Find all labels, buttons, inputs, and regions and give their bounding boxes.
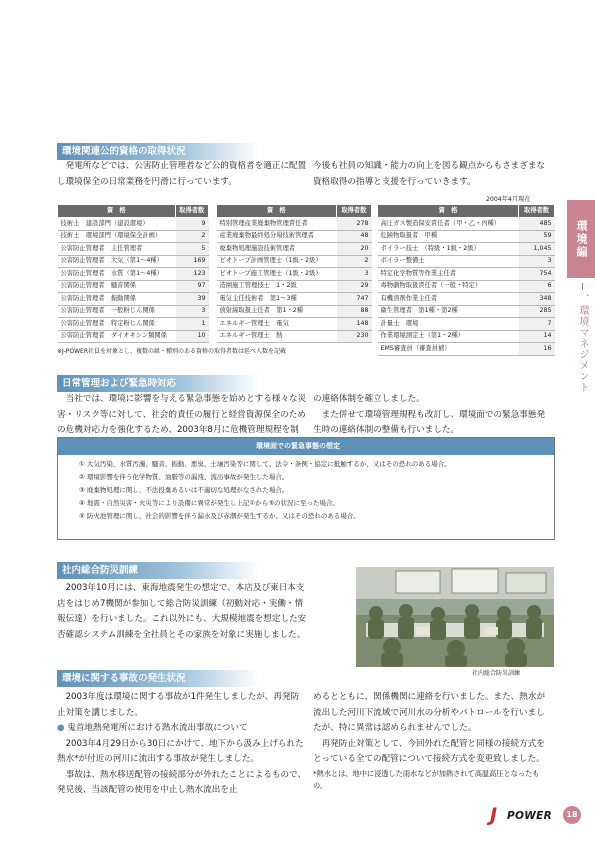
table-row <box>58 318 209 331</box>
table-row <box>58 280 209 293</box>
table-row <box>58 305 209 318</box>
qualification-name: 特別管理産業廃棄物管理責任者 <box>217 218 337 231</box>
qualification-name: 公害防止管理者 大気（第1〜4種） <box>58 255 176 268</box>
qualification-count: 2 <box>336 255 371 268</box>
section-title-accident: 環境に関する事故の発生状況 <box>57 670 259 687</box>
drill-para: 2003年10月には、東海地震発生の想定で、本店及び東日本支店をはじめ7機関が参加して総合防災訓練（初動対応・実働・情報伝達）を行いました。これ以外にも、大規模地震を想定した安否確認システム訓練を全社員とその家族を対象に実施しました。 <box>57 583 307 640</box>
drill-photo <box>356 567 554 667</box>
qualification-name: 毒物劇物取扱責任者（一般・特定） <box>378 280 519 293</box>
qualification-name: ビオトープ計画管理士（1級・2級） <box>217 255 337 268</box>
section-title-qualification: 環境関連公的資格の取得状況 <box>57 143 259 160</box>
table-row <box>217 305 372 318</box>
qualification-name: 公害防止管理者 騒音関係 <box>58 280 176 293</box>
qualification-count: 485 <box>519 218 555 231</box>
table-header-name: 資 格 <box>378 205 519 218</box>
bullet-icon: ● <box>57 723 65 733</box>
table-row <box>378 268 555 281</box>
logo-power: POWER <box>507 810 552 822</box>
qualification-count: 3 <box>175 305 208 318</box>
table-row <box>378 318 555 331</box>
qualification-name: ビオトープ施工管理士（1級・2級） <box>217 268 337 281</box>
qualification-name: エネルギー管理士 電気 <box>217 318 337 331</box>
qualification-count: 39 <box>175 293 208 306</box>
qualification-name: 公害防止管理者 振動関係 <box>58 293 176 306</box>
qualification-count: 3 <box>336 268 371 281</box>
table-row <box>378 343 555 356</box>
qualification-name: 公害防止管理者 水質（第1〜4種） <box>58 268 176 281</box>
qualification-name: 衛生管理者 第1種・第2種 <box>378 305 519 318</box>
qualification-count: 29 <box>336 280 371 293</box>
qualification-name: 公害防止管理者 主任管理者 <box>58 243 176 256</box>
scenario-list <box>58 455 554 523</box>
qualification-name: 特定化学物質等作業主任者 <box>378 268 519 281</box>
qualification-count: 16 <box>519 343 555 356</box>
list-item: ③ 廃棄物処理に関し、不法投棄あるいは不適切な処理がなされた場合。 <box>79 486 289 494</box>
qualification-count: 88 <box>336 305 371 318</box>
qualification-count: 1,045 <box>519 243 555 256</box>
table-header-count: 取得者数 <box>336 205 371 218</box>
qualification-count: 348 <box>519 293 555 306</box>
table-row <box>58 230 209 243</box>
section-title-emergency: 日常管理および緊急時対応 <box>57 375 259 392</box>
qualification-name: 公害防止管理者 特定粉じん関係 <box>58 318 176 331</box>
qualification-name: エネルギー管理士 熱 <box>217 330 337 343</box>
table-date: 2004年4月現在 <box>486 196 531 203</box>
qualification-count: 59 <box>519 230 555 243</box>
table-row <box>58 330 209 343</box>
qualification-table-3 <box>377 204 555 356</box>
table-header-count: 取得者数 <box>175 205 208 218</box>
table-header-name: 資 格 <box>58 205 176 218</box>
emergency-para-right: の連絡体制を確立しました。 また併せて環境管理規程も改訂し、環境面での緊急事態発生時の連絡体制の整備も行いました。 <box>313 394 546 435</box>
table-row <box>217 255 372 268</box>
table-row <box>58 243 209 256</box>
qualification-count: 3 <box>519 255 555 268</box>
qualification-count: 278 <box>336 218 371 231</box>
qualification-table-1 <box>57 204 209 343</box>
qualification-name: 技術士 環境部門（環境保全計画） <box>58 230 176 243</box>
accident-para-left: 2003年度は環境に関する事故が1件発生しましたが、再発防止対策を講じました。 ● 鬼首地熱発電所における熱水流出事故について 2003年4月29日から30日にかけて、地下から汲み上げられた熱水*が付近の河川に流出する事故が発生しました。 事故は、熱水移送配管の接続部分が外れたことによるもので、発見後、当該配管の使用を中止し熱水流出を止 <box>57 692 307 795</box>
qualification-para-right: 今後も社員の知識・能力の向上を図る観点からもさまざまな資格取得の指導と支援を行っていきます。 <box>313 161 546 187</box>
table-row <box>378 330 555 343</box>
table-row <box>217 268 372 281</box>
table-row <box>378 243 555 256</box>
qualification-name: 高圧ガス製造保安責任者（甲・乙・丙種） <box>378 218 519 231</box>
table-row <box>378 293 555 306</box>
qualification-name: 産業廃棄物最終処分場技術管理者 <box>217 230 337 243</box>
qualification-table-2 <box>216 204 372 343</box>
qualification-count: 10 <box>175 330 208 343</box>
photo-caption: 社内総合防災訓練 <box>472 670 521 677</box>
qualification-count: 754 <box>519 268 555 281</box>
qualification-name: 公害防止管理者 ダイオキシン類関係 <box>58 330 176 343</box>
table-row <box>58 293 209 306</box>
qualification-count: 6 <box>519 280 555 293</box>
qualification-count: 20 <box>336 243 371 256</box>
qualification-name: 有機溶剤作業主任者 <box>378 293 519 306</box>
qualification-count: 9 <box>175 218 208 231</box>
qualification-name: 技術士 建設部門（建設環境） <box>58 218 176 231</box>
table-row <box>58 255 209 268</box>
table-header-count: 取得者数 <box>519 205 555 218</box>
table-row <box>378 280 555 293</box>
qualification-name: 造園施工管理技士 1・2級 <box>217 280 337 293</box>
qualification-name: EMS審査員（審査員補） <box>378 343 519 356</box>
table-note: ※J-POWER社員を対象とし、複数の級・種別のある資格の取得者数は延べ人数を記載 <box>57 348 286 355</box>
table-row <box>217 243 372 256</box>
qualification-count: 14 <box>519 330 555 343</box>
qualification-count: 7 <box>519 318 555 331</box>
qualification-name: 作業環境測定士（第1・2種） <box>378 330 519 343</box>
qualification-count: 97 <box>175 280 208 293</box>
qualification-count: 2 <box>175 230 208 243</box>
list-item: ② 環境影響を伴う化学物質、油脂等の漏洩、流出事故が発生した場合。 <box>79 473 289 481</box>
qualification-count: 230 <box>336 330 371 343</box>
list-item: ⑤ 防火池管理に関し、社会的影響を伴う漏水及び赤潮が発生するか、又はその恐れのある場合。 <box>79 512 360 520</box>
qualification-count: 169 <box>175 255 208 268</box>
qualification-name: 計量士 環境 <box>378 318 519 331</box>
jpower-logo <box>490 803 556 825</box>
logo-j: J <box>490 804 498 826</box>
qualification-count: 285 <box>519 305 555 318</box>
emergency-para-left: 当社では、環境に影響を与える緊急事態を始めとする様々な災害・リスク等に対して、社会的責任の履行と経営資源保全のための危機対応力を強化するため、2003年8月に危機管理規程を制 <box>57 394 307 435</box>
section-title-drill: 社内総合防災訓練 <box>57 562 259 579</box>
table-row <box>217 218 372 231</box>
table-row <box>378 255 555 268</box>
table-row <box>217 293 372 306</box>
qualification-name: 電気主任技術者 第1〜3種 <box>217 293 337 306</box>
side-chapter-label: Ⅰ．環境マネジメント <box>577 282 588 393</box>
table-row <box>58 218 209 231</box>
qualification-count: 1 <box>175 318 208 331</box>
table-row <box>58 268 209 281</box>
table-row <box>378 230 555 243</box>
list-item: ④ 地震・自然災害・火災等により設備に異常が発生し上記①から③の状況に至った場合。 <box>79 499 340 507</box>
table-row <box>217 230 372 243</box>
list-item: ① 大気汚染、水質汚濁、騒音、振動、悪臭、土壌汚染等に関して、法令・条例・協定に抵触するか、又はその恐れのある場合。 <box>79 460 451 468</box>
table-header-name: 資 格 <box>217 205 337 218</box>
table-row <box>378 218 555 231</box>
table-row <box>378 305 555 318</box>
qualification-name: 廃棄物処理施設技術管理者 <box>217 243 337 256</box>
footnote: *熱水とは、地中に浸透した雨水などが加熱されて高温高圧となったもの。 <box>313 768 540 790</box>
table-row <box>217 280 372 293</box>
qualification-count: 123 <box>175 268 208 281</box>
table-row <box>217 318 372 331</box>
table-row <box>217 330 372 343</box>
qualification-name: ボイラー整備士 <box>378 255 519 268</box>
side-tab-environment: 環境編 <box>567 200 595 278</box>
qualification-name: 放射線取扱主任者 第1・2種 <box>217 305 337 318</box>
page-number: 18 <box>563 806 581 824</box>
qualification-count: 5 <box>175 243 208 256</box>
box-title: 環境面での緊急事態の想定 <box>58 438 554 455</box>
qualification-count: 48 <box>336 230 371 243</box>
emergency-scenario-box <box>57 437 555 540</box>
qualification-name: 公害防止管理者 一般粉じん関係 <box>58 305 176 318</box>
qualification-name: 危険物取扱者 甲種 <box>378 230 519 243</box>
qualification-name: ボイラー技士 （特級・1級・2級） <box>378 243 519 256</box>
accident-para-right: めるとともに、関係機関に連絡を行いました。また、熱水が流出した河川下流域で河川水の分析やパトロールを行いましたが、特に異常は認められませんでした。 再発防止対策として、今回外れた配管と同様の接続方式をとっている全ての配管について接続方式を変更致しました。 *熱水とは、地中に浸透した雨水などが加熱されて高温高圧となったもの。 <box>313 690 553 792</box>
qualification-count: 747 <box>336 293 371 306</box>
qualification-count: 148 <box>336 318 371 331</box>
qualification-para-left: 発電所などでは、公害防止管理者など公的資格者を適正に配置し環境保全の日常業務を円滑に行っています。 <box>57 161 307 187</box>
